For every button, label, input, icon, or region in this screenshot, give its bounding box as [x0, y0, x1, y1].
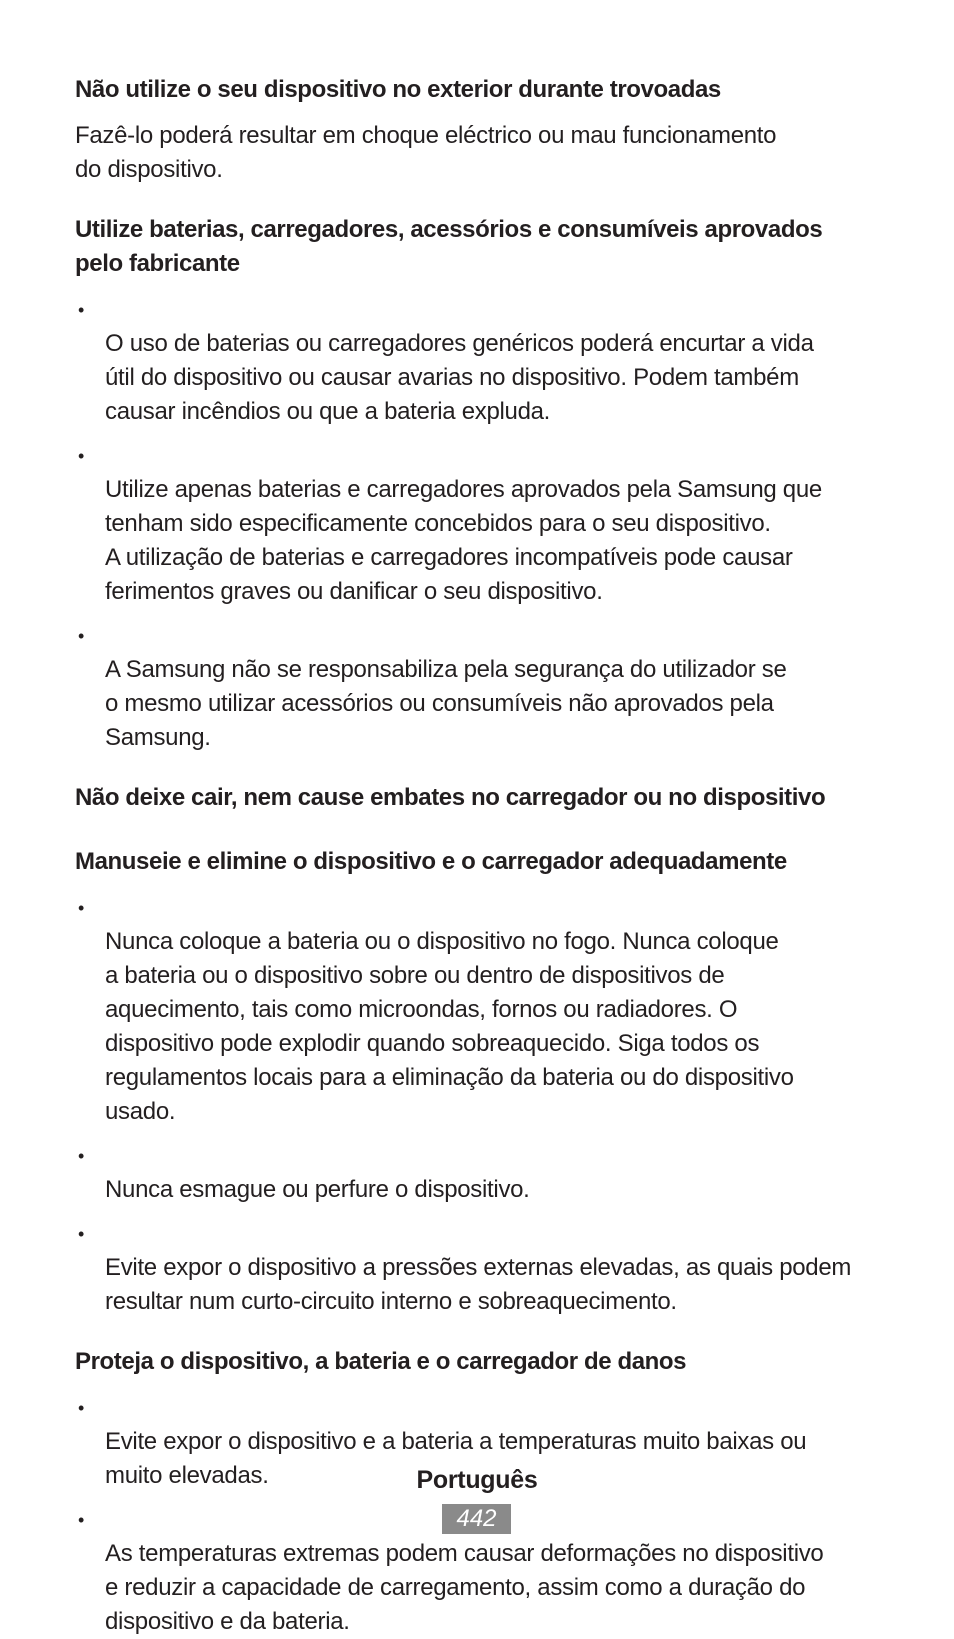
section-drop	[75, 781, 890, 815]
list-item-text: A Samsung não se responsabiliza pela segurança do utilizador se o mesmo utilizar acessórios ou consumíveis não aprovados pela Samsung.	[105, 656, 787, 751]
list-item-text: Nunca esmague ou perfure o dispositivo.	[105, 1176, 530, 1203]
section-heading: Utilize baterias, carregadores, acessórios e consumíveis aprovados pelo fabricante	[75, 216, 823, 277]
section-heading: Manuseie e elimine o dispositivo e o carregador adequadamente	[75, 848, 787, 875]
list-item	[75, 1217, 890, 1319]
bullet-icon: •	[77, 898, 84, 918]
list-item	[75, 1139, 890, 1207]
list-item	[75, 619, 890, 755]
bullet-icon: •	[77, 1510, 84, 1530]
bullet-list	[75, 293, 890, 755]
section-paragraph: Fazê-lo poderá resultar em choque eléctrico ou mau funcionamento do dispositivo.	[75, 122, 777, 183]
list-item	[75, 439, 890, 609]
list-item-text: Evite expor o dispositivo a pressões externas elevadas, as quais podem resultar num curto-circuito interno e sobreaquecimento.	[105, 1254, 852, 1315]
list-item-text: Nunca coloque a bateria ou o dispositivo no fogo. Nunca coloque a bateria ou o dispositivo sobre ou dentro de dispositivos de aquecimento, tais como microondas, fornos ou radiadores. O dispositivo pode explodir quando sobreaquecido. Siga todos os regulamentos locais para a eliminação da bateria ou do dispositivo usado.	[105, 928, 794, 1125]
list-item	[75, 293, 890, 429]
bullet-icon: •	[77, 626, 84, 646]
section-thunderstorm	[75, 73, 890, 187]
section-heading: Não utilize o seu dispositivo no exterior durante trovoadas	[75, 76, 721, 103]
bullet-icon: •	[77, 1146, 84, 1166]
list-item	[75, 891, 890, 1129]
list-item-text: Evite expor o dispositivo e a bateria a temperaturas muito baixas ou muito elevadas.	[105, 1428, 807, 1489]
list-item-text: O uso de baterias ou carregadores genéricos poderá encurtar a vida útil do dispositivo ou causar avarias no dispositivo. Podem também causar incêndios ou que a bateria expluda.	[105, 330, 814, 425]
section-heading: Proteja o dispositivo, a bateria e o carregador de danos	[75, 1348, 687, 1375]
section-handling	[75, 845, 890, 1319]
bullet-icon: •	[77, 1224, 84, 1244]
bullet-icon: •	[77, 1398, 84, 1418]
page-number-badge: 442	[442, 1504, 511, 1534]
bullet-icon: •	[77, 446, 84, 466]
bullet-icon: •	[77, 300, 84, 320]
list-item-text: As temperaturas extremas podem causar deformações no dispositivo e reduzir a capacidade de carregamento, assim como a duração do dispositivo e da bateria.	[105, 1540, 824, 1635]
page-content	[75, 70, 890, 1639]
bullet-list	[75, 891, 890, 1319]
footer-language: Português	[416, 1466, 538, 1494]
list-item-text: Utilize apenas baterias e carregadores aprovados pela Samsung que tenham sido especificamente concebidos para o seu dispositivo. A utilização de baterias e carregadores incompatíveis pode causar ferimentos graves ou danificar o seu dispositivo.	[105, 476, 822, 605]
section-approved-accessories	[75, 213, 890, 755]
section-heading: Não deixe cair, nem cause embates no carregador ou no dispositivo	[75, 784, 826, 811]
